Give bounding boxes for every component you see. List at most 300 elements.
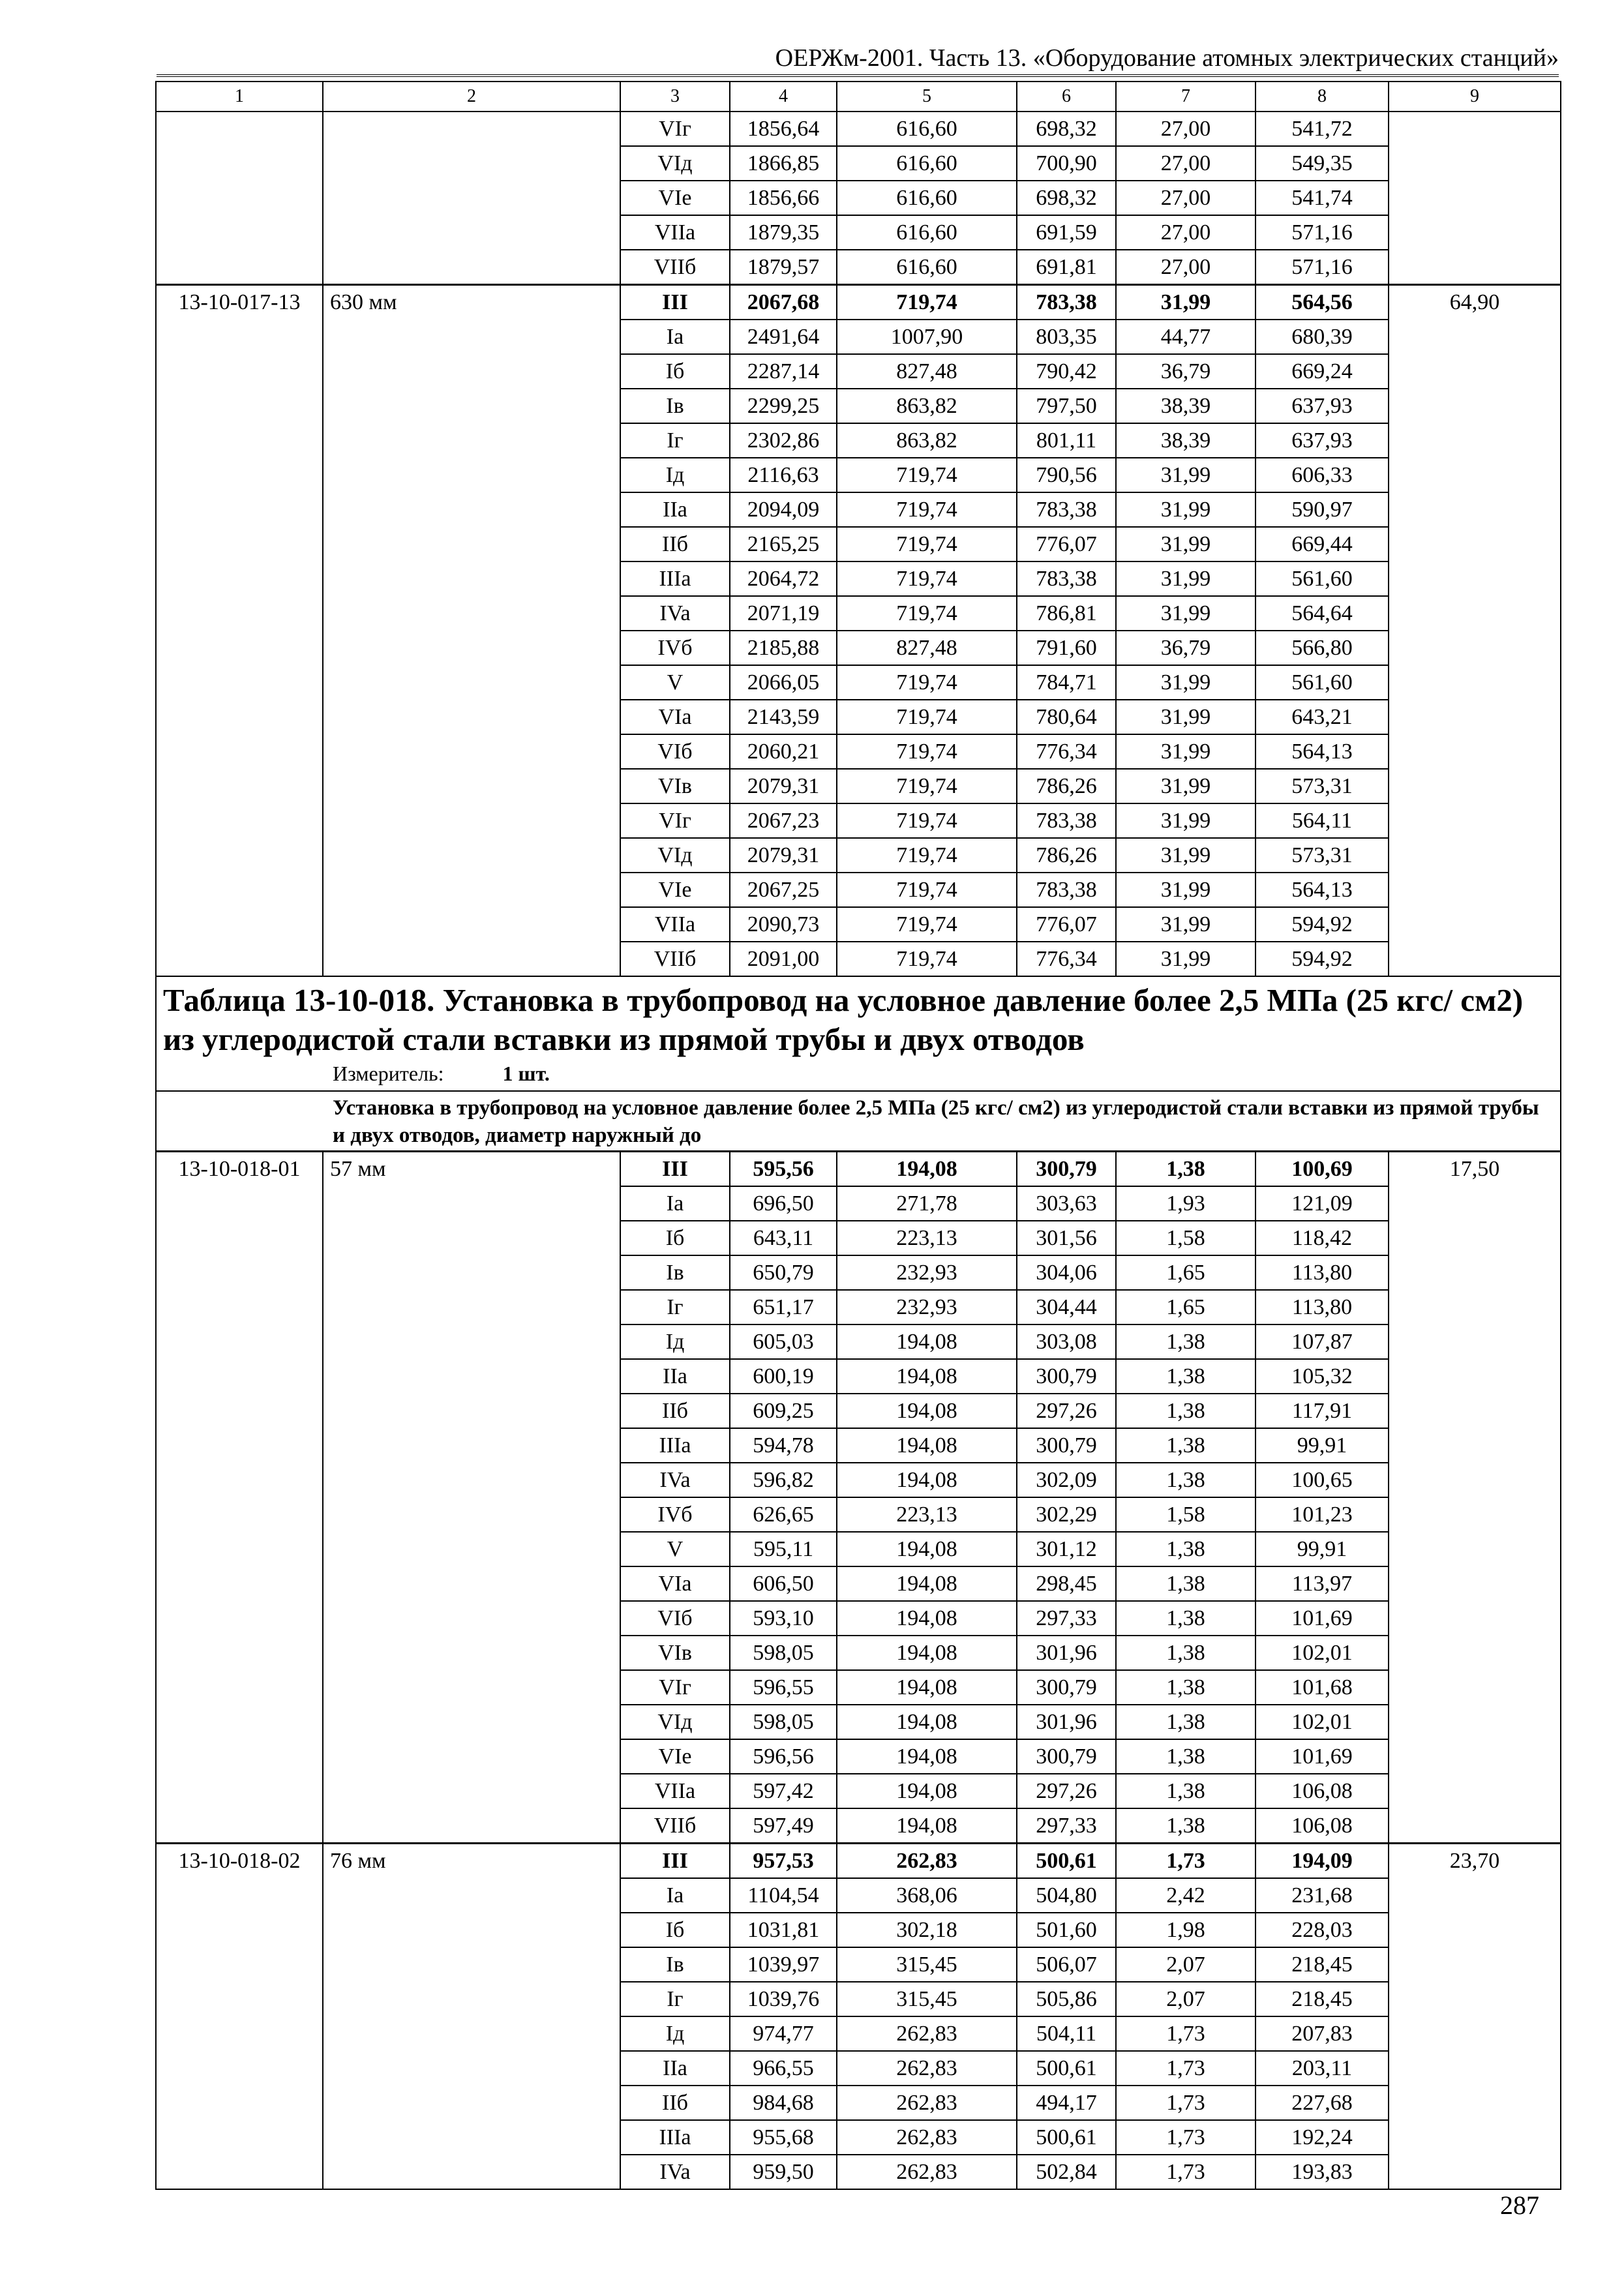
cost-value: 100,69 (1256, 1152, 1389, 1187)
cost-value: 118,42 (1256, 1221, 1389, 1255)
cost-value: 2064,72 (730, 561, 837, 596)
cost-value: 719,74 (837, 873, 1017, 907)
cost-value: 506,07 (1017, 1947, 1116, 1982)
rate-code: 13-10-018-02 (156, 1844, 323, 2190)
cost-value: 304,44 (1017, 1290, 1116, 1324)
cost-value: 719,74 (837, 734, 1017, 769)
cost-value: 101,68 (1256, 1670, 1389, 1705)
cost-value: 27,00 (1116, 146, 1256, 181)
cost-value: 643,11 (730, 1221, 837, 1255)
cost-value: 1,38 (1116, 1394, 1256, 1428)
cost-value: 573,31 (1256, 769, 1389, 803)
cost-value: 651,17 (730, 1290, 837, 1324)
cost-value: 571,16 (1256, 250, 1389, 285)
cost-value: 227,68 (1256, 2086, 1389, 2120)
cost-value: 2143,59 (730, 700, 837, 734)
zone-code: IVб (620, 631, 730, 665)
zone-code: VIв (620, 1636, 730, 1670)
cost-value: 301,56 (1017, 1221, 1116, 1255)
cost-value: 27,00 (1116, 215, 1256, 250)
cost-value: 616,60 (837, 112, 1017, 146)
zone-code: Iг (620, 423, 730, 458)
table-row (156, 1844, 1561, 1879)
cost-value: 2299,25 (730, 389, 837, 423)
zone-code: VIд (620, 1705, 730, 1739)
cost-value: 605,03 (730, 1324, 837, 1359)
cost-value: 315,45 (837, 1947, 1017, 1982)
zone-code: Iг (620, 1982, 730, 2016)
cost-value: 626,65 (730, 1497, 837, 1532)
zone-code: III (620, 1152, 730, 1187)
cost-value: 31,99 (1116, 458, 1256, 492)
pipe-diameter: 57 мм (323, 1152, 620, 1844)
zone-code: Ia (620, 320, 730, 354)
zone-code: III (620, 285, 730, 320)
cost-value: 271,78 (837, 1186, 1017, 1221)
cost-value: 494,17 (1017, 2086, 1116, 2120)
cost-value: 691,59 (1017, 215, 1116, 250)
cost-value: 31,99 (1116, 734, 1256, 769)
column-number: 9 (1389, 82, 1561, 112)
cost-value: 194,08 (837, 1705, 1017, 1739)
cost-value: 368,06 (837, 1878, 1017, 1913)
cost-value: 36,79 (1116, 631, 1256, 665)
zone-code: IIa (620, 492, 730, 527)
cost-value: 2,07 (1116, 1982, 1256, 2016)
zone-code: V (620, 665, 730, 700)
cost-value: 301,96 (1017, 1705, 1116, 1739)
zone-code: Ia (620, 1878, 730, 1913)
cost-value: 606,33 (1256, 458, 1389, 492)
zone-code: IVa (620, 596, 730, 631)
table-title-row (156, 976, 1561, 1091)
zone-code: VIa (620, 1566, 730, 1601)
zone-code: Ia (620, 1186, 730, 1221)
cost-value: 719,74 (837, 838, 1017, 873)
mass-value: 17,50 (1389, 1152, 1561, 1844)
cost-value: 1,38 (1116, 1636, 1256, 1670)
cost-value: 1,73 (1116, 2120, 1256, 2155)
cost-value: 502,84 (1017, 2155, 1116, 2189)
cost-value: 1,38 (1116, 1324, 1256, 1359)
cost-value: 192,24 (1256, 2120, 1389, 2155)
column-number: 4 (730, 82, 837, 112)
column-number: 7 (1116, 82, 1256, 112)
cost-value: 564,56 (1256, 285, 1389, 320)
table-title (156, 976, 1561, 1091)
cost-value: 2079,31 (730, 769, 837, 803)
cost-value: 31,99 (1116, 700, 1256, 734)
cost-value: 1,73 (1116, 2051, 1256, 2086)
cost-value: 596,56 (730, 1739, 837, 1774)
cost-value: 117,91 (1256, 1394, 1389, 1428)
cost-value: 31,99 (1116, 803, 1256, 838)
cost-value: 1104,54 (730, 1878, 837, 1913)
cost-value: 616,60 (837, 146, 1017, 181)
page-header: ОЕРЖм-2001. Часть 13. «Оборудование атомных электрических станций» (775, 44, 1559, 72)
cost-value: 1879,35 (730, 215, 837, 250)
cost-value: 597,42 (730, 1774, 837, 1808)
cost-value: 776,34 (1017, 942, 1116, 976)
cost-value: 31,99 (1116, 769, 1256, 803)
header-rule (157, 74, 1559, 77)
zone-code: Iб (620, 1913, 730, 1947)
cost-value: 776,07 (1017, 907, 1116, 942)
cost-value: 783,38 (1017, 873, 1116, 907)
cost-value: 505,86 (1017, 1982, 1116, 2016)
cost-value: 113,80 (1256, 1255, 1389, 1290)
cost-value: 301,96 (1017, 1636, 1116, 1670)
zone-code: Iв (620, 1255, 730, 1290)
cost-value: 262,83 (837, 2051, 1017, 2086)
cost-value: 784,71 (1017, 665, 1116, 700)
measure-line (163, 1059, 1554, 1088)
cost-value: 31,99 (1116, 873, 1256, 907)
cost-value: 719,74 (837, 285, 1017, 320)
cost-value: 1,38 (1116, 1152, 1256, 1187)
cost-value: 1,38 (1116, 1670, 1256, 1705)
zone-code: Iд (620, 1324, 730, 1359)
cost-value: 218,45 (1256, 1947, 1389, 1982)
cost-value: 600,19 (730, 1359, 837, 1394)
zone-code: VIв (620, 769, 730, 803)
cost-value: 2,07 (1116, 1947, 1256, 1982)
cost-value: 102,01 (1256, 1705, 1389, 1739)
cost-value: 1,38 (1116, 1705, 1256, 1739)
cost-value: 541,72 (1256, 112, 1389, 146)
cost-value: 1,38 (1116, 1808, 1256, 1844)
cost-value: 571,16 (1256, 215, 1389, 250)
cost-value: 194,08 (837, 1739, 1017, 1774)
cost-value: 193,83 (1256, 2155, 1389, 2189)
cost-value: 504,11 (1017, 2016, 1116, 2051)
cost-value: 1,58 (1116, 1497, 1256, 1532)
cost-value: 783,38 (1017, 285, 1116, 320)
zone-code: VIIб (620, 942, 730, 976)
cost-value: 783,38 (1017, 492, 1116, 527)
page-number: 287 (1500, 2191, 1539, 2220)
cost-value: 595,56 (730, 1152, 837, 1187)
cost-value: 803,35 (1017, 320, 1116, 354)
cost-value: 566,80 (1256, 631, 1389, 665)
cost-value: 297,26 (1017, 1774, 1116, 1808)
column-number: 2 (323, 82, 620, 112)
cost-value: 564,11 (1256, 803, 1389, 838)
cost-value: 669,44 (1256, 527, 1389, 561)
cost-value: 1007,90 (837, 320, 1017, 354)
zone-code: IVa (620, 1463, 730, 1497)
zone-code: IVб (620, 1497, 730, 1532)
cost-value: 827,48 (837, 631, 1017, 665)
cost-value: 504,80 (1017, 1878, 1116, 1913)
cost-value: 113,97 (1256, 1566, 1389, 1601)
cost-value: 300,79 (1017, 1359, 1116, 1394)
cost-value: 719,74 (837, 803, 1017, 838)
zone-code: VIIa (620, 907, 730, 942)
cost-value: 303,08 (1017, 1324, 1116, 1359)
cost-value: 790,42 (1017, 354, 1116, 389)
cost-value: 27,00 (1116, 250, 1256, 285)
zone-code: IIIa (620, 561, 730, 596)
zone-code: IIб (620, 527, 730, 561)
cost-value: 1,38 (1116, 1359, 1256, 1394)
cost-value: 780,64 (1017, 700, 1116, 734)
cost-value: 228,03 (1256, 1913, 1389, 1947)
cost-value: 2,42 (1116, 1878, 1256, 1913)
cost-value: 643,21 (1256, 700, 1389, 734)
zone-code: VIa (620, 700, 730, 734)
table-title-text: Таблица 13-10-018. Установка в трубопровод на условное давление более 2,5 МПа (25 кгс/ см2) из углеродистой стали вставки из прямой трубы и двух отводов (163, 982, 1524, 1057)
cost-value: 500,61 (1017, 1844, 1116, 1879)
cost-value: 36,79 (1116, 354, 1256, 389)
cost-value: 194,08 (837, 1774, 1017, 1808)
cost-value: 719,74 (837, 596, 1017, 631)
cost-value: 194,08 (837, 1463, 1017, 1497)
cost-value: 719,74 (837, 527, 1017, 561)
cost-value: 27,00 (1116, 112, 1256, 146)
cost-value: 1,38 (1116, 1428, 1256, 1463)
cost-value: 827,48 (837, 354, 1017, 389)
cost-value: 31,99 (1116, 561, 1256, 596)
cost-value: 2302,86 (730, 423, 837, 458)
cost-value: 797,50 (1017, 389, 1116, 423)
zone-code: VIe (620, 1739, 730, 1774)
rates-table (155, 81, 1561, 2190)
cost-value: 2079,31 (730, 838, 837, 873)
cost-value: 564,13 (1256, 734, 1389, 769)
zone-code: VIг (620, 112, 730, 146)
cost-value: 863,82 (837, 389, 1017, 423)
zone-code: IVa (620, 2155, 730, 2189)
cost-value: 105,32 (1256, 1359, 1389, 1394)
zone-code: IIб (620, 2086, 730, 2120)
subheading-row (156, 1091, 1561, 1152)
cost-value: 691,81 (1017, 250, 1116, 285)
cost-value: 596,55 (730, 1670, 837, 1705)
cost-value: 301,12 (1017, 1532, 1116, 1566)
cost-value: 590,97 (1256, 492, 1389, 527)
cost-value: 719,74 (837, 665, 1017, 700)
cost-value: 2067,25 (730, 873, 837, 907)
zone-code: IIIa (620, 1428, 730, 1463)
cost-value: 786,26 (1017, 838, 1116, 873)
cost-value: 101,69 (1256, 1739, 1389, 1774)
table-row (156, 1152, 1561, 1187)
cost-value: 984,68 (730, 2086, 837, 2120)
zone-code: VIIa (620, 215, 730, 250)
zone-code: VIд (620, 146, 730, 181)
cost-value: 302,29 (1017, 1497, 1116, 1532)
cost-value: 595,11 (730, 1532, 837, 1566)
zone-code: III (620, 1844, 730, 1879)
cost-value: 2116,63 (730, 458, 837, 492)
cost-value: 1,65 (1116, 1255, 1256, 1290)
cost-value: 106,08 (1256, 1808, 1389, 1844)
cost-value: 719,74 (837, 492, 1017, 527)
cost-value: 297,33 (1017, 1601, 1116, 1636)
zone-code: VIIa (620, 1774, 730, 1808)
cost-value: 194,08 (837, 1394, 1017, 1428)
cost-value: 1,38 (1116, 1601, 1256, 1636)
cost-value: 594,92 (1256, 942, 1389, 976)
cost-value: 1,38 (1116, 1739, 1256, 1774)
cost-value: 232,93 (837, 1255, 1017, 1290)
mass-value: 23,70 (1389, 1844, 1561, 2190)
cost-value: 300,79 (1017, 1739, 1116, 1774)
cost-value: 1,93 (1116, 1186, 1256, 1221)
cost-value: 232,93 (837, 1290, 1017, 1324)
cost-value: 31,99 (1116, 665, 1256, 700)
cost-value: 1,73 (1116, 1844, 1256, 1879)
column-number: 5 (837, 82, 1017, 112)
cost-value: 2067,68 (730, 285, 837, 320)
cost-value: 564,64 (1256, 596, 1389, 631)
column-number: 8 (1256, 82, 1389, 112)
cost-value: 549,35 (1256, 146, 1389, 181)
cost-value: 696,50 (730, 1186, 837, 1221)
cost-value: 2165,25 (730, 527, 837, 561)
cost-value: 669,24 (1256, 354, 1389, 389)
cost-value: 719,74 (837, 700, 1017, 734)
cost-value: 2185,88 (730, 631, 837, 665)
subheading: Установка в трубопровод на условное давление более 2,5 МПа (25 кгс/ см2) из углеродистой стали вставки из прямой трубы и двух отводов, диаметр наружный до (156, 1091, 1561, 1152)
cost-value: 194,08 (837, 1670, 1017, 1705)
column-numbers-row (156, 82, 1561, 112)
zone-code: VIб (620, 734, 730, 769)
rate-code: 13-10-018-01 (156, 1152, 323, 1844)
cost-value: 959,50 (730, 2155, 837, 2189)
cost-value: 31,99 (1116, 596, 1256, 631)
cost-value: 203,11 (1256, 2051, 1389, 2086)
zone-code: VIб (620, 1601, 730, 1636)
cost-value: 596,82 (730, 1463, 837, 1497)
cost-value: 801,11 (1017, 423, 1116, 458)
cost-value: 609,25 (730, 1394, 837, 1428)
cost-value: 194,08 (837, 1808, 1017, 1844)
cost-value: 262,83 (837, 2120, 1017, 2155)
cost-value: 262,83 (837, 2016, 1017, 2051)
cost-value: 594,78 (730, 1428, 837, 1463)
cost-value: 1,73 (1116, 2086, 1256, 2120)
cost-value: 637,93 (1256, 423, 1389, 458)
cost-value: 616,60 (837, 181, 1017, 215)
cost-value: 304,06 (1017, 1255, 1116, 1290)
cost-value: 2090,73 (730, 907, 837, 942)
zone-code: IIб (620, 1394, 730, 1428)
zone-code: VIIб (620, 250, 730, 285)
cost-value: 2287,14 (730, 354, 837, 389)
cost-value: 2066,05 (730, 665, 837, 700)
cost-value: 1,38 (1116, 1463, 1256, 1497)
cost-value: 31,99 (1116, 285, 1256, 320)
zone-code: Iб (620, 354, 730, 389)
cost-value: 99,91 (1256, 1428, 1389, 1463)
cost-value: 974,77 (730, 2016, 837, 2051)
cost-value: 194,08 (837, 1359, 1017, 1394)
cost-value: 783,38 (1017, 561, 1116, 596)
rate-code (156, 112, 323, 285)
cost-value: 194,08 (837, 1428, 1017, 1463)
cost-value: 2094,09 (730, 492, 837, 527)
cost-value: 564,13 (1256, 873, 1389, 907)
cost-value: 698,32 (1017, 181, 1116, 215)
cost-value: 719,74 (837, 561, 1017, 596)
cost-value: 1879,57 (730, 250, 837, 285)
cost-value: 223,13 (837, 1221, 1017, 1255)
cost-value: 297,26 (1017, 1394, 1116, 1428)
cost-value: 594,92 (1256, 907, 1389, 942)
cost-value: 300,79 (1017, 1152, 1116, 1187)
cost-value: 637,93 (1256, 389, 1389, 423)
cost-value: 207,83 (1256, 2016, 1389, 2051)
cost-value: 194,09 (1256, 1844, 1389, 1879)
zone-code: VIIб (620, 1808, 730, 1844)
cost-value: 791,60 (1017, 631, 1116, 665)
measure-label: Измеритель: (333, 1062, 444, 1085)
cost-value: 2491,64 (730, 320, 837, 354)
cost-value: 790,56 (1017, 458, 1116, 492)
cost-value: 1,98 (1116, 1913, 1256, 1947)
cost-value: 31,99 (1116, 838, 1256, 873)
cost-value: 957,53 (730, 1844, 837, 1879)
cost-value: 606,50 (730, 1566, 837, 1601)
table-row (156, 112, 1561, 146)
cost-value: 719,74 (837, 942, 1017, 976)
cost-value: 101,23 (1256, 1497, 1389, 1532)
cost-value: 2067,23 (730, 803, 837, 838)
cost-value: 31,99 (1116, 492, 1256, 527)
cost-value: 1031,81 (730, 1913, 837, 1947)
zone-code: Iв (620, 1947, 730, 1982)
cost-value: 194,08 (837, 1566, 1017, 1601)
rate-code: 13-10-017-13 (156, 285, 323, 977)
cost-value: 1,38 (1116, 1774, 1256, 1808)
zone-code: Iг (620, 1290, 730, 1324)
cost-value: 561,60 (1256, 561, 1389, 596)
cost-value: 302,09 (1017, 1463, 1116, 1497)
cost-value: 2060,21 (730, 734, 837, 769)
cost-value: 719,74 (837, 458, 1017, 492)
cost-value: 786,26 (1017, 769, 1116, 803)
cost-value: 650,79 (730, 1255, 837, 1290)
zone-code: IIa (620, 2051, 730, 2086)
cost-value: 106,08 (1256, 1774, 1389, 1808)
cost-value: 194,08 (837, 1324, 1017, 1359)
cost-value: 501,60 (1017, 1913, 1116, 1947)
zone-code: V (620, 1532, 730, 1566)
cost-value: 262,83 (837, 2086, 1017, 2120)
cost-value: 262,83 (837, 2155, 1017, 2189)
cost-value: 194,08 (837, 1532, 1017, 1566)
cost-value: 223,13 (837, 1497, 1017, 1532)
cost-value: 2091,00 (730, 942, 837, 976)
cost-value: 597,49 (730, 1808, 837, 1844)
cost-value: 38,39 (1116, 423, 1256, 458)
cost-value: 863,82 (837, 423, 1017, 458)
zone-code: VIe (620, 181, 730, 215)
cost-value: 303,63 (1017, 1186, 1116, 1221)
cost-value: 698,32 (1017, 112, 1116, 146)
cost-value: 2071,19 (730, 596, 837, 631)
cost-value: 1,65 (1116, 1290, 1256, 1324)
zone-code: Iд (620, 458, 730, 492)
cost-value: 31,99 (1116, 527, 1256, 561)
cost-value: 113,80 (1256, 1290, 1389, 1324)
cost-value: 1866,85 (730, 146, 837, 181)
cost-value: 297,33 (1017, 1808, 1116, 1844)
cost-value: 1,38 (1116, 1532, 1256, 1566)
table-row (156, 285, 1561, 320)
